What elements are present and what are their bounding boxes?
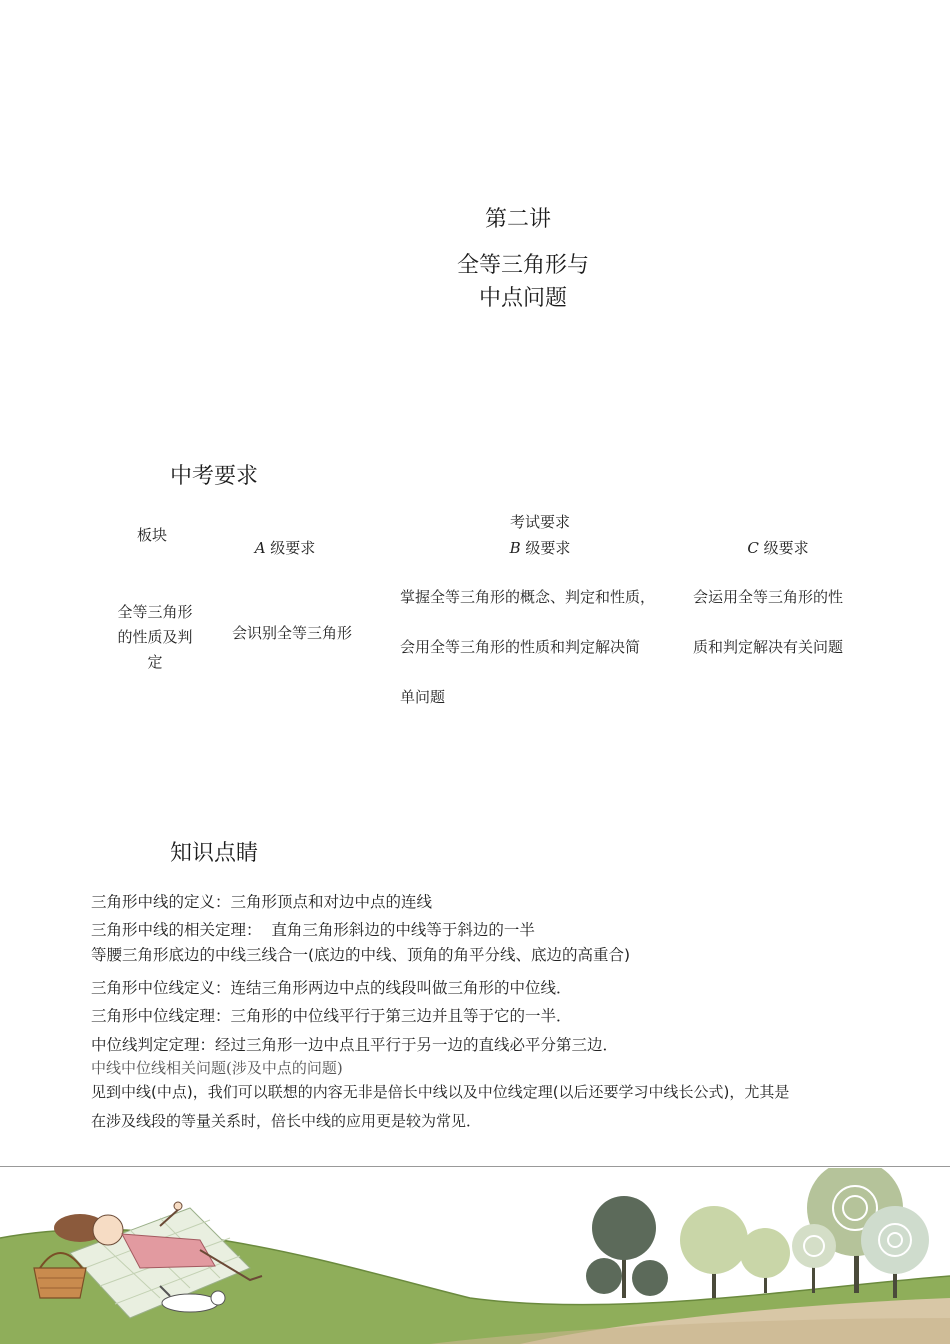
- block-line: 的性质及判: [117, 628, 193, 646]
- knowledge-line: 三角形中位线定义：连结三角形两边中点的线段叫做三角形的中位线．: [91, 979, 572, 997]
- level-label-c: 级要求: [758, 539, 809, 557]
- knowledge-line: 三角形中线的相关定理： 直角三角形斜边的中线等于斜边的一半: [91, 921, 535, 939]
- lecture-number: 第二讲: [484, 207, 551, 232]
- table-header-level-c: [713, 537, 843, 558]
- tree-icon: [792, 1224, 836, 1293]
- cell-c-line: 质和判定解决有关问题: [693, 638, 844, 656]
- table-cell-b: [400, 572, 655, 722]
- knowledge-line: 中线中位线相关问题(涉及中点的问题): [91, 1059, 343, 1077]
- level-letter-b: B: [509, 539, 521, 557]
- level-letter-a: A: [254, 539, 266, 557]
- table-cell-a: 会识别全等三角形: [232, 624, 353, 642]
- knowledge-line: 三角形中线的定义：三角形顶点和对边中点的连线: [91, 893, 433, 911]
- page-title-line1: 全等三角形与: [456, 253, 589, 278]
- table-header-block: 板块: [137, 526, 168, 544]
- cell-b-line: 单问题: [400, 688, 446, 706]
- knowledge-line: 见到中线(中点)，我们可以联想的内容无非是倍长中线以及中位线定理(以后还要学习中线长公式)，尤其是: [91, 1083, 790, 1101]
- footer-illustration: [0, 1168, 950, 1344]
- cell-b-line: 会用全等三角形的性质和判定解决简: [400, 638, 641, 656]
- tree-icon: [740, 1228, 790, 1293]
- knowledge-line: 三角形中位线定理：三角形的中位线平行于第三边并且等于它的一半．: [91, 1007, 572, 1025]
- block-line: 定: [147, 653, 163, 671]
- block-line: 全等三角形: [117, 603, 193, 621]
- tree-icon: [586, 1196, 668, 1298]
- cell-c-line: 会运用全等三角形的性: [693, 588, 844, 606]
- knowledge-line: 中位线判定定理：经过三角形一边中点且平行于另一边的直线必平分第三边．: [91, 1036, 619, 1054]
- footer-divider: [0, 1166, 950, 1167]
- requirements-heading: 中考要求: [170, 464, 259, 489]
- table-header-level-a: [220, 537, 350, 558]
- cell-b-line: 掌握全等三角形的概念、判定和性质，: [400, 588, 656, 606]
- knowledge-line: 等腰三角形底边的中线三线合一(底边的中线、顶角的角平分线、底边的高重合): [91, 946, 631, 964]
- level-label-b: 级要求: [520, 539, 571, 557]
- table-header-exam: 考试要求: [509, 513, 570, 531]
- table-row-block: [100, 600, 210, 675]
- table-header-level-b: [475, 537, 605, 558]
- level-label-a: 级要求: [265, 539, 316, 557]
- level-letter-c: C: [747, 539, 759, 557]
- page-title-line2: 中点问题: [478, 286, 567, 311]
- knowledge-heading: 知识点睛: [170, 841, 259, 866]
- table-cell-c: [693, 572, 843, 672]
- knowledge-line: 在涉及线段的等量关系时，倍长中线的应用更是较为常见．: [91, 1112, 482, 1130]
- tree-icon: [680, 1206, 748, 1298]
